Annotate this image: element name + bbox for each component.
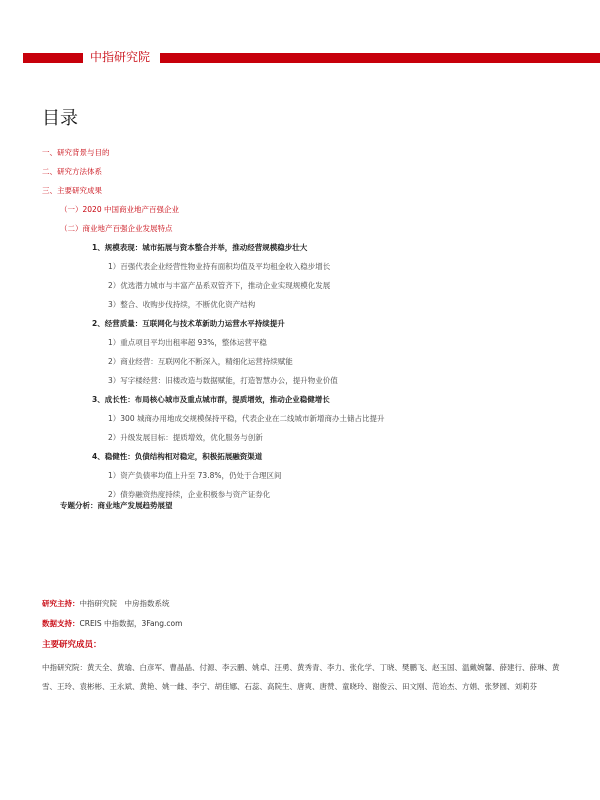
credit-host-label: 研究主持： — [42, 599, 80, 608]
header-bar-right — [160, 53, 600, 63]
toc-item[interactable]: 三、主要研究成果 — [42, 186, 102, 195]
credit-data-value: CREIS 中指数据，3Fang.com — [79, 619, 183, 628]
toc-item[interactable]: （一）2020 中国商业地产百强企业 — [60, 205, 179, 214]
credit-host-row — [42, 598, 170, 609]
toc-item[interactable]: 2）债券融资热度持续，企业积极参与资产证券化 — [108, 490, 271, 499]
toc-item[interactable]: 4、稳健性：负债结构相对稳定，积极拓展融资渠道 — [92, 452, 263, 461]
toc-item[interactable]: 1、规模表现：城市拓展与资本整合并举，推动经营规模稳步壮大 — [92, 243, 308, 252]
toc-item[interactable]: 3）写字楼经营：旧楼改造与数据赋能，打造智慧办公，提升物业价值 — [108, 376, 338, 385]
page-title: 目录 — [42, 108, 78, 129]
members-title: 主要研究成员： — [42, 640, 102, 650]
toc-item[interactable]: （二）商业地产百强企业发展特点 — [60, 224, 173, 233]
members-text: 中指研究院：黄天全、黄瑜、白彦军、曹晶晶、付源、李云鹏、姚卓、汪勇、黄秀青、李力、张化学、丁晓、樊鹏飞、赵玉国、温戴婉馨、薛建行、薛琳、黄雪、王玲、袁彬彬、王永斌、黄艳、姚一雌、李宁、胡佳娜、石蕊、高院生、唐爽、唐赞、童晓玲、谢俊云、田文刚、范诒杰、方娟、张梦圆、刘莉芬 — [42, 663, 560, 691]
toc-item[interactable]: 2）商业经营：互联网化不断深入，精细化运营持续赋能 — [108, 357, 293, 366]
toc-item[interactable]: 3）整合、收购步伐持续，不断优化资产结构 — [108, 300, 256, 309]
credit-data-row — [42, 618, 182, 629]
credit-host-value: 中指研究院 中房指数系统 — [79, 599, 170, 608]
toc-item[interactable]: 1）重点项目平均出租率超 93%，整体运营平稳 — [108, 338, 267, 347]
toc-item[interactable]: 1）300 城商办用地成交规模保持平稳，代表企业在二线城市新增商办土储占比提升 — [108, 414, 385, 423]
toc-item[interactable]: 1）百强代表企业经营性物业持有面积均值及平均租金收入稳步增长 — [108, 262, 331, 271]
header-bar-left — [23, 53, 83, 63]
toc-item[interactable]: 1）资产负债率均值上升至 73.8%，仍处于合理区间 — [108, 471, 282, 480]
toc-item[interactable]: 二、研究方法体系 — [42, 167, 102, 176]
toc-item[interactable]: 2）升级发展目标：提质增效，优化服务与创新 — [108, 433, 263, 442]
toc-item[interactable]: 一、研究背景与目的 — [42, 148, 110, 157]
toc-item[interactable]: 2）优选潜力城市与丰富产品系双管齐下，推动企业实现规模化发展 — [108, 281, 331, 290]
header-org-name: 中指研究院 — [90, 50, 151, 64]
toc-item[interactable]: 3、成长性：布局核心城市及重点城市群，提质增效，推动企业稳健增长 — [92, 395, 330, 404]
toc-item[interactable]: 专题分析：商业地产发展趋势展望 — [60, 501, 173, 510]
toc-item[interactable]: 2、经营质量：互联网化与技术革新助力运营水平持续提升 — [92, 319, 285, 328]
credit-data-label: 数据支持： — [42, 619, 80, 628]
